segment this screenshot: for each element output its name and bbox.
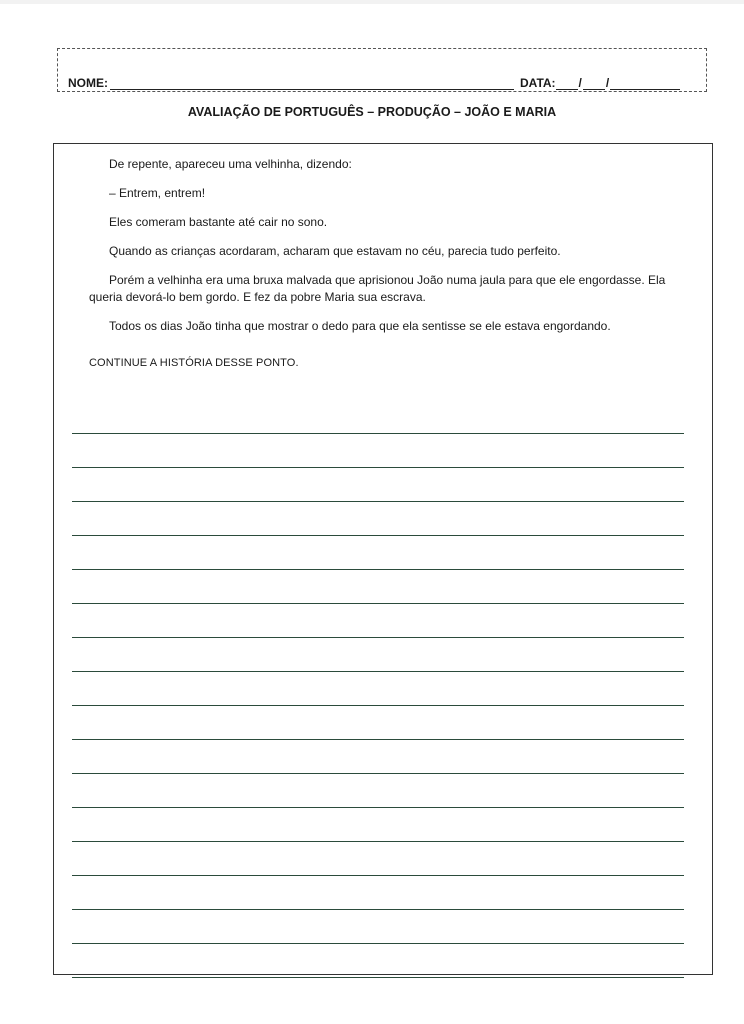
writing-line[interactable] (72, 434, 684, 468)
writing-line[interactable] (72, 808, 684, 842)
exercise-box (53, 143, 713, 975)
name-label: NOME: (68, 76, 108, 90)
date-separator: / (605, 76, 610, 90)
writing-line[interactable] (72, 706, 684, 740)
writing-line[interactable] (72, 604, 684, 638)
date-year-field[interactable] (610, 77, 680, 90)
story-text (89, 156, 699, 347)
date-day-field[interactable] (556, 77, 578, 90)
writing-line[interactable] (72, 842, 684, 876)
date-month-field[interactable] (583, 77, 605, 90)
writing-line[interactable] (72, 876, 684, 910)
story-paragraph: Porém a velhinha era uma bruxa malvada que aprisionou João numa jaula para que ele engordasse. Ela queria devorá-lo bem gordo. E fez da pobre Maria sua escrava. (89, 273, 666, 304)
writing-line[interactable] (72, 910, 684, 944)
writing-line[interactable] (72, 672, 684, 706)
name-date-row (68, 76, 680, 90)
page-title: AVALIAÇÃO DE PORTUGUÊS – PRODUÇÃO – JOÃO E MARIA (187, 105, 557, 119)
writing-area[interactable] (72, 400, 684, 978)
page-top-edge (0, 0, 744, 4)
name-field[interactable] (110, 77, 514, 90)
writing-line[interactable] (72, 740, 684, 774)
story-paragraph: – Entrem, entrem! (109, 186, 206, 200)
date-separator: / (578, 76, 582, 90)
writing-line[interactable] (72, 468, 684, 502)
writing-line[interactable] (72, 400, 684, 434)
student-info-box (57, 48, 707, 92)
story-paragraph: Todos os dias João tinha que mostrar o dedo para que ela sentisse se ele estava engordando. (109, 319, 611, 333)
writing-line[interactable] (72, 570, 684, 604)
writing-line[interactable] (72, 774, 684, 808)
writing-line[interactable] (72, 944, 684, 978)
date-label: DATA: (520, 76, 556, 90)
story-paragraph: De repente, apareceu uma velhinha, dizendo: (109, 157, 352, 171)
writing-line[interactable] (72, 638, 684, 672)
story-paragraph: Quando as crianças acordaram, acharam que estavam no céu, parecia tudo perfeito. (109, 244, 561, 258)
story-paragraph: Eles comeram bastante até cair no sono. (109, 215, 328, 229)
instruction-text: CONTINUE A HISTÓRIA DESSE PONTO. (89, 357, 299, 369)
writing-line[interactable] (72, 536, 684, 570)
writing-line[interactable] (72, 502, 684, 536)
